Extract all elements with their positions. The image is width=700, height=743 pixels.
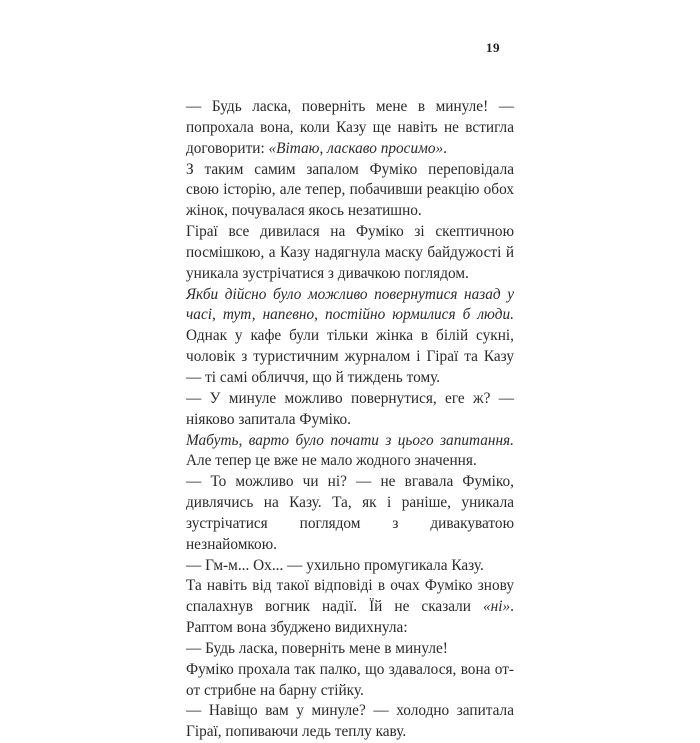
paragraph-text: — То можливо чи ні? — не вгавала Фуміко, дивлячись на Казу. Та, як і раніше, уникала зустрічатися поглядом з дивакуватою незнайомкою. bbox=[186, 473, 514, 553]
paragraph-text: Однак у кафе були тільки жінка в білій сукні, чоловік з туристичним журналом і Гіраї та Казу — ті самі обличчя, що й тиждень тому. bbox=[186, 327, 514, 386]
paragraph-text: — У минуле можливо повернутися, еге ж? — ніяково запитала Фуміко. bbox=[186, 389, 514, 428]
paragraph-italic-text: Мабуть, варто було почати з цього запитання. bbox=[186, 431, 514, 449]
paragraph bbox=[186, 97, 514, 160]
paragraph-text: З таким самим запалом Фуміко переповідала свою історію, але тепер, побачивши реакцію обох жінок, почувалася якось незатишно. bbox=[186, 160, 514, 220]
paragraph-text: . bbox=[443, 139, 447, 157]
paragraph-italic-text: Якби дійсно було можливо повернутися назад у часі, тут, напевно, постійно юрмилися б люди. bbox=[186, 285, 514, 324]
paragraph-text: — Будь ласка, поверніть мене в минуле! — попрохала вона, коли Казу ще навіть не встигла договорити: bbox=[186, 98, 514, 157]
paragraph bbox=[186, 701, 514, 743]
paragraph-text: Та навіть від такої відповіді в очах Фуміко знову спалахнув вогник надії. Їй не сказали bbox=[186, 577, 514, 616]
paragraph-text: Але тепер це вже не мало жодного значення. bbox=[186, 452, 477, 470]
paragraph-italic-text: «Вітаю, ласкаво просимо» bbox=[268, 139, 444, 157]
paragraph-italic-text: «ні» bbox=[483, 598, 511, 616]
paragraph bbox=[186, 389, 514, 431]
paragraph bbox=[186, 285, 514, 389]
paragraph bbox=[186, 160, 514, 223]
paragraph bbox=[186, 639, 514, 660]
paragraph bbox=[186, 660, 514, 702]
paragraph bbox=[186, 222, 514, 285]
paragraph-text: — Будь ласка, поверніть мене в минуле! bbox=[186, 639, 448, 657]
paragraph bbox=[186, 556, 514, 577]
paragraph bbox=[186, 576, 514, 639]
paragraph-text: — Навіщо вам у минуле? — холодно запитала Гіраї, попиваючи ледь теплу каву. bbox=[186, 702, 514, 741]
paragraph-text: . Раптом вона збуджено видихнула: bbox=[186, 598, 514, 637]
paragraph bbox=[186, 472, 514, 555]
body-text bbox=[186, 97, 514, 743]
paragraph-text: Фуміко прохала так палко, що здавалося, вона от-от стрибне на барну стійку. bbox=[186, 660, 514, 699]
paragraph bbox=[186, 431, 514, 473]
paragraph-text: — Гм-м... Ох... — ухильно промугикала Казу. bbox=[186, 556, 484, 574]
paragraph-text: Гіраї все дивилася на Фуміко зі скептичною посмішкою, а Казу надягнула маску байдужості й уникала зустрічатися з дивачкою поглядом. bbox=[186, 223, 514, 282]
page-number: 19 bbox=[486, 40, 500, 55]
